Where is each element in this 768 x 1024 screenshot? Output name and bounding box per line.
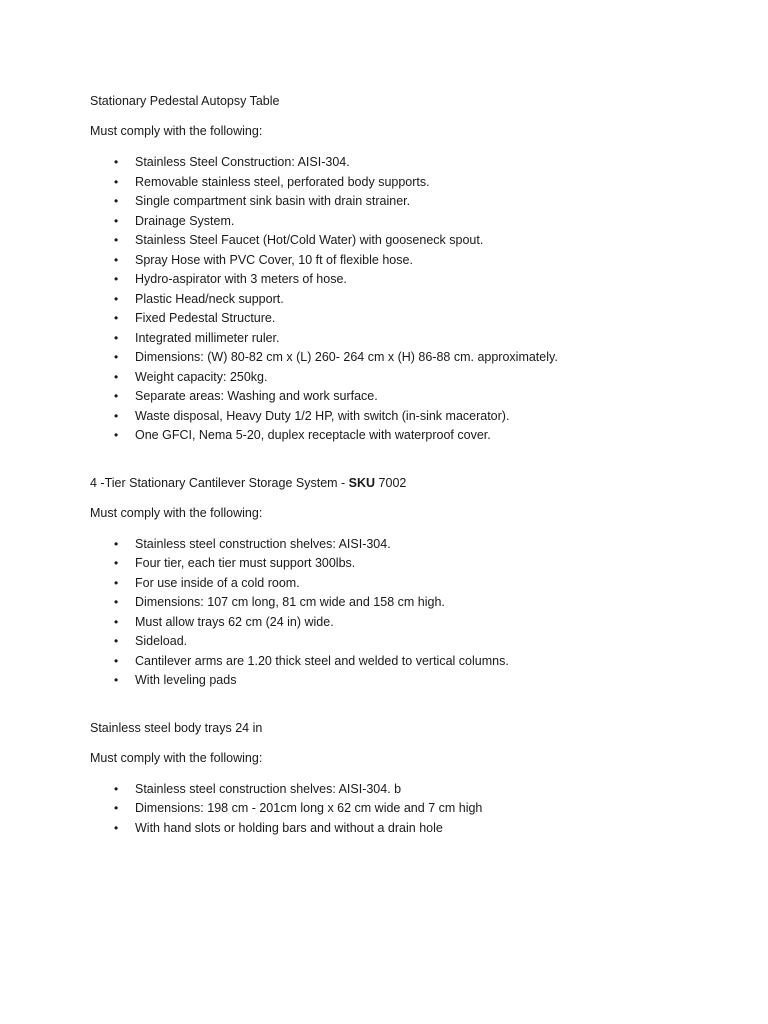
list-item: • Weight capacity: 250kg. bbox=[90, 368, 730, 388]
bullet-icon: • bbox=[114, 233, 119, 247]
document-page bbox=[90, 92, 730, 838]
list-item: • Cantilever arms are 1.20 thick steel and welded to vertical columns. bbox=[90, 652, 730, 672]
bullet-icon: • bbox=[114, 408, 119, 423]
section-title: Stationary Pedestal Autopsy Table bbox=[90, 94, 280, 108]
list-item: • Spray Hose with PVC Cover, 10 ft of flexible hose. bbox=[90, 251, 730, 271]
section-body-trays bbox=[90, 719, 730, 839]
requirements-list bbox=[90, 535, 730, 691]
bullet-icon: • bbox=[114, 213, 119, 228]
section-intro: Must comply with the following: bbox=[90, 124, 263, 138]
bullet-icon: • bbox=[114, 595, 119, 609]
bullet-icon: • bbox=[114, 272, 119, 286]
requirements-list bbox=[90, 780, 730, 839]
list-item: • With leveling pads bbox=[90, 671, 730, 691]
bullet-icon: • bbox=[114, 330, 119, 345]
bullet-icon: • bbox=[114, 653, 119, 668]
bullet-icon: • bbox=[114, 252, 119, 267]
list-item: • Removable stainless steel, perforated body supports. bbox=[90, 173, 730, 193]
bullet-icon: • bbox=[114, 369, 119, 384]
section-autopsy-table bbox=[90, 92, 730, 446]
list-item: • One GFCI, Nema 5-20, duplex receptacle with waterproof cover. bbox=[90, 426, 730, 446]
bullet-icon: • bbox=[114, 291, 119, 306]
list-item: • Stainless Steel Faucet (Hot/Cold Water) with gooseneck spout. bbox=[90, 231, 730, 251]
bullet-icon: • bbox=[114, 536, 119, 551]
list-item: • With hand slots or holding bars and without a drain hole bbox=[90, 819, 730, 839]
list-item: • Plastic Head/neck support. bbox=[90, 290, 730, 310]
list-item: • Dimensions: (W) 80-82 cm x (L) 260- 264 cm x (H) 86-88 cm. approximately. bbox=[90, 348, 730, 368]
bullet-icon: • bbox=[114, 575, 119, 590]
list-item: • Waste disposal, Heavy Duty 1/2 HP, with switch (in-sink macerator). bbox=[90, 407, 730, 427]
section-intro: Must comply with the following: bbox=[90, 750, 263, 765]
list-item: • Dimensions: 198 cm - 201cm long x 62 cm wide and 7 cm high bbox=[90, 799, 730, 819]
list-item: • Dimensions: 107 cm long, 81 cm wide and 158 cm high. bbox=[90, 593, 730, 613]
list-item: • Stainless steel construction shelves: AISI-304. bbox=[90, 535, 730, 555]
bullet-icon: • bbox=[114, 801, 119, 815]
list-item: • Separate areas: Washing and work surface. bbox=[90, 387, 730, 407]
list-item: • Must allow trays 62 cm (24 in) wide. bbox=[90, 613, 730, 633]
list-item: • For use inside of a cold room. bbox=[90, 574, 730, 594]
bullet-icon: • bbox=[114, 634, 119, 648]
section-storage-system bbox=[90, 474, 730, 691]
bullet-icon: • bbox=[114, 673, 119, 687]
list-item: • Stainless Steel Construction: AISI-304. bbox=[90, 153, 730, 173]
list-item: • Hydro-aspirator with 3 meters of hose. bbox=[90, 270, 730, 290]
requirements-list bbox=[90, 153, 730, 446]
bullet-icon: • bbox=[114, 428, 119, 442]
list-item: • Sideload. bbox=[90, 632, 730, 652]
bullet-icon: • bbox=[114, 194, 119, 208]
bullet-icon: • bbox=[114, 820, 119, 835]
list-item: • Stainless steel construction shelves: AISI-304. b bbox=[90, 780, 730, 800]
section-title: 4 -Tier Stationary Cantilever Storage System - SKU 7002 bbox=[90, 475, 407, 490]
list-item: • Single compartment sink basin with drain strainer. bbox=[90, 192, 730, 212]
list-item: • Integrated millimeter ruler. bbox=[90, 329, 730, 349]
bullet-icon: • bbox=[114, 155, 119, 169]
bullet-icon: • bbox=[114, 311, 119, 325]
bullet-icon: • bbox=[114, 389, 119, 403]
bullet-icon: • bbox=[114, 174, 119, 189]
list-item: • Drainage System. bbox=[90, 212, 730, 232]
section-intro: Must comply with the following: bbox=[90, 505, 263, 520]
bullet-icon: • bbox=[114, 781, 119, 796]
bullet-icon: • bbox=[114, 614, 119, 629]
bullet-icon: • bbox=[114, 556, 119, 570]
section-title: Stainless steel body trays 24 in bbox=[90, 720, 263, 735]
list-item: • Four tier, each tier must support 300lbs. bbox=[90, 554, 730, 574]
sku-label: SKU bbox=[348, 475, 376, 490]
bullet-icon: • bbox=[114, 350, 119, 364]
list-item: • Fixed Pedestal Structure. bbox=[90, 309, 730, 329]
